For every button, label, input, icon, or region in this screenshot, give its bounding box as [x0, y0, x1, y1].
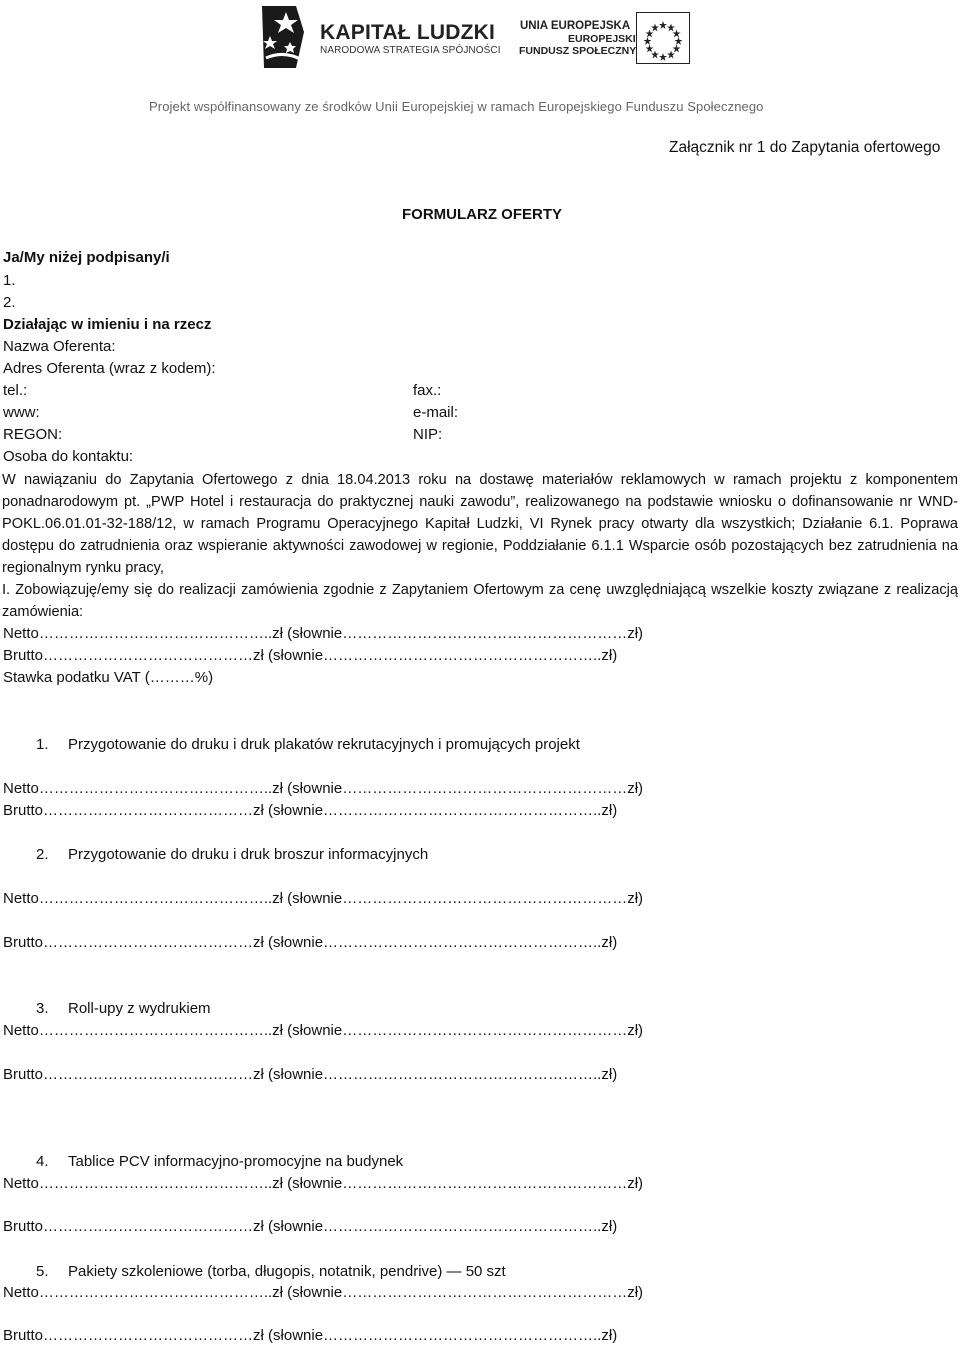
total-brutto-line: Brutto……………………………………zł (słownie………………………………………………..zł)	[3, 647, 618, 664]
item-brutto-line: Brutto……………………………………zł (słownie………………………………………………..zł)	[3, 802, 618, 819]
item-number: 4.	[36, 1153, 49, 1170]
eu-fund-line1: EUROPEJSKI	[568, 33, 636, 45]
item-label: Przygotowanie do druku i druk plakatów rekrutacyjnych i promujących projekt	[68, 736, 580, 753]
item-brutto-line: Brutto……………………………………zł (słownie………………………………………………..zł)	[3, 934, 618, 951]
regon-label: REGON:	[3, 426, 63, 443]
signed-heading: Ja/My niżej podpisany/i	[3, 249, 170, 266]
vat-rate-line: Stawka podatku VAT (………%)	[3, 669, 214, 686]
item-netto-line: Netto………………………………………..zł (słownie…………………………………………………zł)	[3, 780, 644, 797]
kapital-ludzki-subtitle: NARODOWA STRATEGIA SPÓJNOŚCI	[320, 45, 501, 56]
kapital-ludzki-logo-icon	[256, 2, 312, 72]
tel-label: tel.:	[3, 382, 28, 399]
signer-1-label: 1.	[3, 272, 16, 289]
item-brutto-line: Brutto……………………………………zł (słownie………………………………………………..zł)	[3, 1327, 618, 1344]
item-label: Przygotowanie do druku i druk broszur informacyjnych	[68, 846, 429, 863]
signer-2-label: 2.	[3, 294, 16, 311]
www-label: www:	[3, 404, 40, 421]
item-brutto-line: Brutto……………………………………zł (słownie………………………………………………..zł)	[3, 1218, 618, 1235]
item-number: 5.	[36, 1263, 49, 1280]
item-brutto-line: Brutto……………………………………zł (słownie………………………………………………..zł)	[3, 1066, 618, 1083]
eu-flag-icon	[636, 12, 690, 64]
nip-label: NIP:	[413, 426, 443, 443]
item-number: 1.	[36, 736, 49, 753]
contact-person-label: Osoba do kontaktu:	[3, 448, 134, 465]
email-label: e-mail:	[413, 404, 459, 421]
eu-title: UNIA EUROPEJSKA	[520, 20, 631, 32]
reference-paragraph: W nawiązaniu do Zapytania Ofertowego z dnia 18.04.2013 roku na dostawę materiałów reklamowych w ramach projektu z komponentem ponadnarodowym pt. „PWP Hotel i restauracja do praktycznej nauki zawodu”, realizowanego na podstawie wniosku o dofinansowanie nr WND-POKL.06.01.01-32-188/12, w ramach Programu Operacyjnego Kapitał Ludzki, VI Rynek pracy otwarty dla wszystkich; Działanie 6.1. Poprawa dostępu do zatrudnienia oraz wspieranie aktywności zawodowej w regionie, Poddziałanie 6.1.1 Wsparcie osób pozostających bez zatrudnienia na regionalnym rynku pracy,	[2, 472, 958, 576]
cofinancing-note: Projekt współfinansowany ze środków Unii Europejskiej w ramach Europejskiego Funduszu Społecznego	[149, 99, 764, 114]
item-label: Roll-upy z wydrukiem	[68, 1000, 211, 1017]
item-number: 2.	[36, 846, 49, 863]
page-title: FORMULARZ OFERTY	[402, 206, 562, 223]
acting-heading: Działając w imieniu i na rzecz	[3, 316, 212, 333]
item-number: 3.	[36, 1000, 49, 1017]
total-netto-line: Netto………………………………………..zł (słownie…………………………………………………zł)	[3, 625, 644, 642]
item-label: Tablice PCV informacyjno-promocyjne na budynek	[68, 1153, 404, 1170]
item-netto-line: Netto………………………………………..zł (słownie…………………………………………………zł)	[3, 1284, 644, 1301]
annex-label: Załącznik nr 1 do Zapytania ofertowego	[669, 139, 941, 156]
eu-fund-line2: FUNDUSZ SPOŁECZNY	[519, 45, 637, 57]
item-netto-line: Netto………………………………………..zł (słownie…………………………………………………zł)	[3, 890, 644, 907]
fax-label: fax.:	[413, 382, 442, 399]
commitment-paragraph: I. Zobowiązuję/emy się do realizacji zamówienia zgodnie z Zapytaniem Ofertowym za cenę uwzględniającą wszelkie koszty związane z realizacją zamówienia:	[2, 582, 958, 620]
offeror-address-label: Adres Oferenta (wraz z kodem):	[3, 360, 216, 377]
offeror-name-label: Nazwa Oferenta:	[3, 338, 116, 355]
item-label: Pakiety szkoleniowe (torba, długopis, notatnik, pendrive) — 50 szt	[68, 1263, 506, 1280]
item-netto-line: Netto………………………………………..zł (słownie…………………………………………………zł)	[3, 1175, 644, 1192]
item-netto-line: Netto………………………………………..zł (słownie…………………………………………………zł)	[3, 1022, 644, 1039]
kapital-ludzki-title: KAPITAŁ LUDZKI	[320, 21, 496, 44]
